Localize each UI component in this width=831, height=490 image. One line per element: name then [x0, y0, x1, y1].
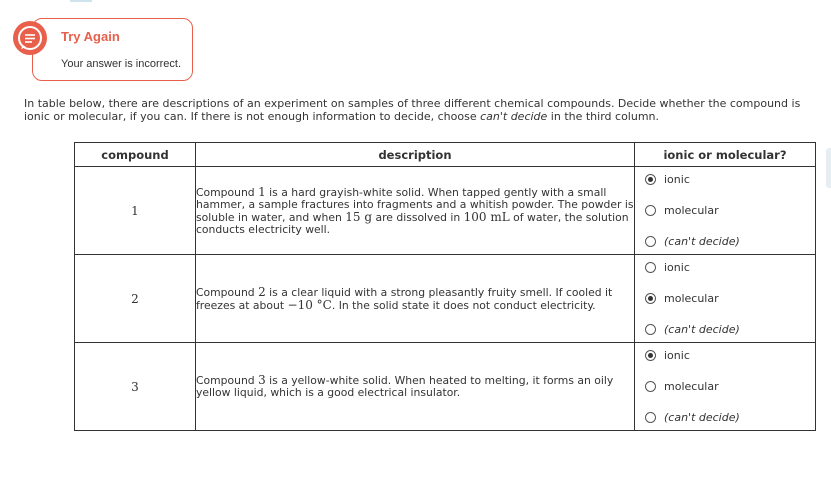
compound-description: Compound 3 is a yellow-white solid. When heated to melting, it forms an oily yellow liquid, which is a good electrical insulator. [196, 343, 635, 431]
option-label: (can't decide) [664, 411, 740, 424]
radio-button[interactable] [645, 324, 656, 335]
classification-cell [635, 167, 816, 255]
instructions-text: In table below, there are descriptions of an experiment on samples of three different chemical compounds. Decide whether the compound is ionic or molecular, if you can. If there is not enough information to decide, choose [24, 97, 801, 123]
option-label: (can't decide) [664, 235, 740, 248]
option-molecular[interactable] [645, 290, 815, 308]
option-ionic[interactable] [645, 171, 815, 189]
radio-group [635, 344, 815, 430]
option-cant-decide[interactable] [645, 233, 815, 251]
radio-button[interactable] [645, 174, 656, 185]
option-label: ionic [664, 261, 690, 274]
option-label: molecular [664, 292, 719, 305]
option-label: molecular [664, 380, 719, 393]
header-compound: compound [75, 143, 196, 167]
table-row [75, 167, 816, 255]
option-label: molecular [664, 204, 719, 217]
option-molecular[interactable] [645, 202, 815, 220]
radio-button[interactable] [645, 381, 656, 392]
option-cant-decide[interactable] [645, 321, 815, 339]
table-row [75, 255, 816, 343]
radio-group [635, 168, 815, 254]
side-panel-tab[interactable] [826, 148, 831, 188]
option-cant-decide[interactable] [645, 409, 815, 427]
radio-button[interactable] [645, 236, 656, 247]
feedback-title: Try Again [61, 29, 120, 44]
table-header-row [75, 143, 816, 167]
header-description: description [196, 143, 635, 167]
radio-button[interactable] [645, 293, 656, 304]
compound-number: 3 [75, 343, 196, 431]
classification-cell [635, 343, 816, 431]
instructions-text-end: in the third column. [547, 110, 660, 123]
radio-group [635, 256, 815, 342]
option-label: ionic [664, 173, 690, 186]
option-label: (can't decide) [664, 323, 740, 336]
chat-bubble-icon [13, 21, 47, 55]
classification-cell [635, 255, 816, 343]
compounds-table [74, 142, 816, 431]
table-row [75, 343, 816, 431]
radio-button[interactable] [645, 412, 656, 423]
instructions [24, 97, 824, 123]
header-classification: ionic or molecular? [635, 143, 816, 167]
compound-description: Compound 2 is a clear liquid with a strong pleasantly fruity smell. If cooled it freezes at about −10 °C. In the solid state it does not conduct electricity. [196, 255, 635, 343]
option-ionic[interactable] [645, 259, 815, 277]
radio-button[interactable] [645, 205, 656, 216]
option-label: ionic [664, 349, 690, 362]
instructions-emphasis: can't decide [480, 110, 548, 123]
option-ionic[interactable] [645, 347, 815, 365]
top-tab-indicator [70, 0, 92, 2]
feedback-box [32, 18, 193, 81]
option-molecular[interactable] [645, 378, 815, 396]
feedback-message: Your answer is incorrect. [61, 58, 182, 70]
compound-number: 2 [75, 255, 196, 343]
radio-button[interactable] [645, 262, 656, 273]
radio-button[interactable] [645, 350, 656, 361]
compound-number: 1 [75, 167, 196, 255]
compound-description: Compound 1 is a hard grayish-white solid. When tapped gently with a small hammer, a sample fractures into fragments and a whitish powder. The powder is soluble in water, and when 15 g are dissolved in 100 mL of water, the solution conducts electricity well. [196, 167, 635, 255]
